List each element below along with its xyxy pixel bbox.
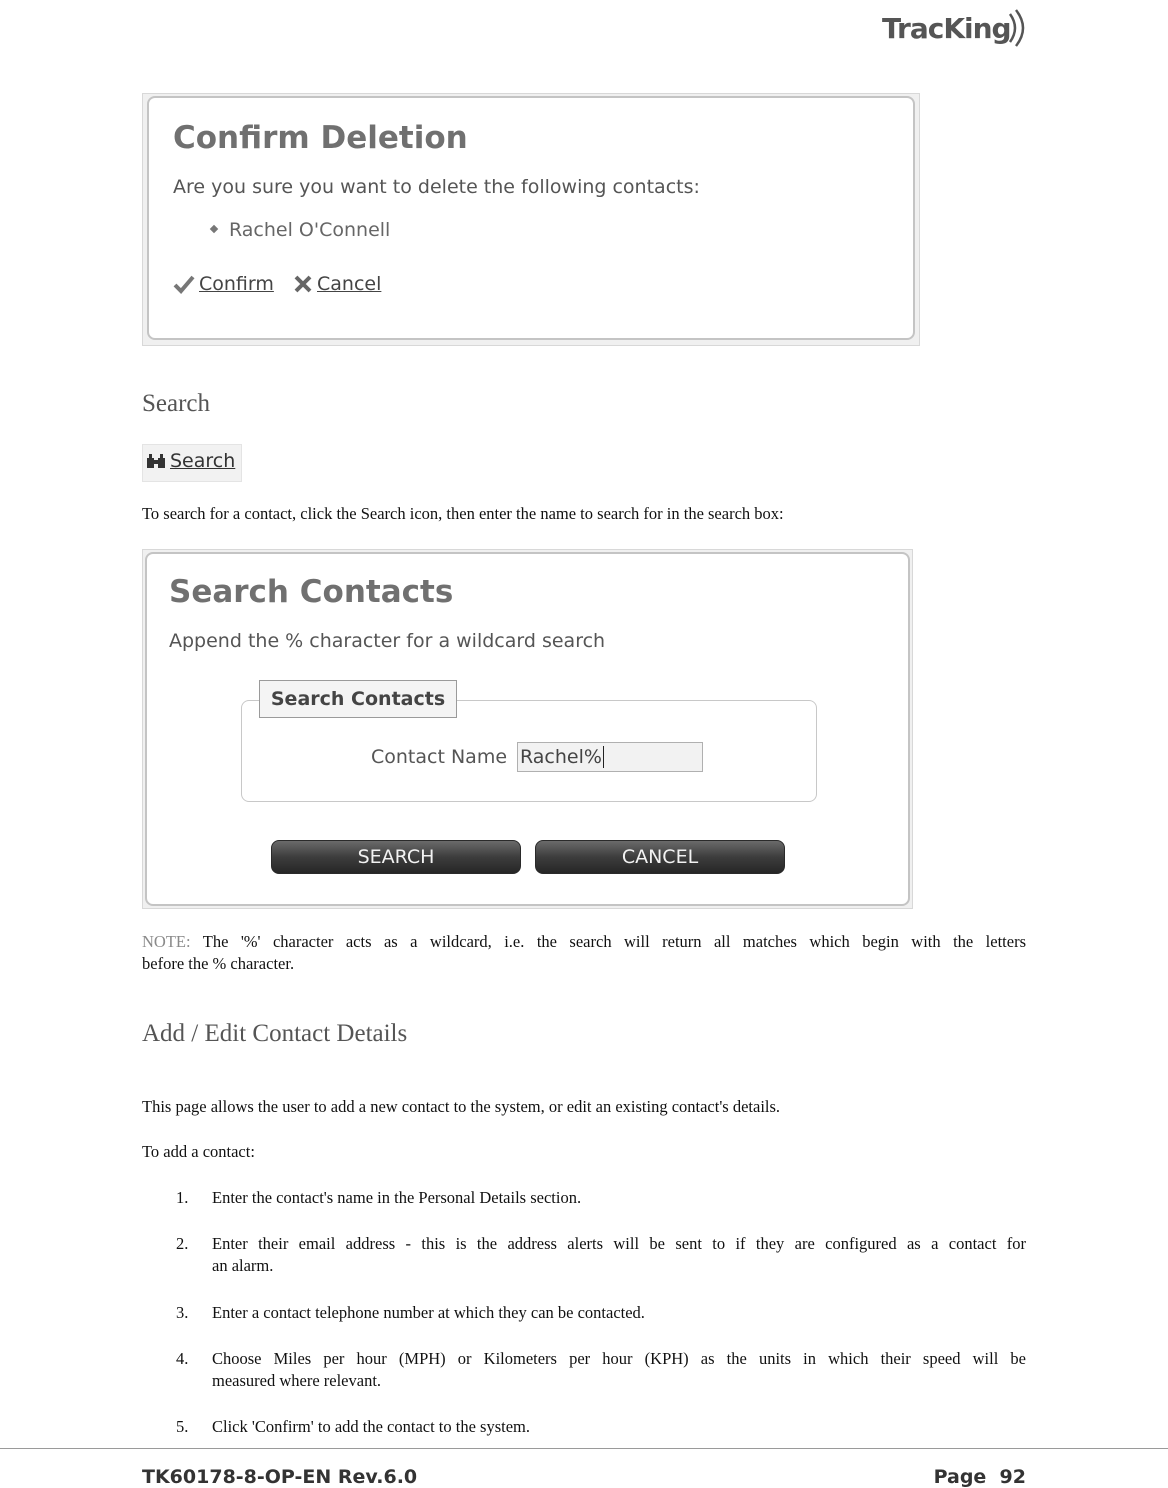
step-text-1: Enter the contact's name in the Personal Details section. [212, 1188, 582, 1207]
page-label: Page [933, 1466, 987, 1488]
checkmark-icon [173, 274, 195, 294]
search-instruction: To search for a contact, click the Search icon, then enter the name to search for in the search box: [142, 504, 784, 523]
search-heading: Search [142, 390, 211, 417]
text-caret [603, 746, 605, 768]
confirm-deletion-screenshot [142, 93, 920, 346]
page-number: 92 [999, 1466, 1026, 1488]
note-line-2: before the % character. [142, 954, 295, 973]
dialog-subtitle: Append the % character for a wildcard search [169, 630, 606, 652]
cancel-label: Cancel [317, 273, 382, 295]
search-contacts-screenshot [142, 549, 913, 909]
footer-doc-id: TK60178-8-OP-EN Rev.6.0 [142, 1466, 418, 1488]
note-line-1 [142, 932, 1026, 952]
contact-list-item [211, 219, 390, 241]
step-text-4a: Choose Miles per hour (MPH) or Kilometers per hour (KPH) as the units in which their speed will be [212, 1349, 1026, 1368]
confirm-button[interactable] [173, 273, 274, 295]
step-text-2b: an alarm. [212, 1256, 274, 1275]
footer-page [934, 1466, 1026, 1488]
contact-name-input[interactable] [517, 742, 703, 772]
step-number-5: 5. [176, 1417, 189, 1436]
search-button[interactable]: SEARCH [271, 840, 521, 874]
step-text-5: Click 'Confirm' to add the contact to the system. [212, 1417, 531, 1436]
footer-divider [0, 1448, 1168, 1449]
step-text-3: Enter a contact telephone number at which they can be contacted. [212, 1303, 645, 1322]
to-add-label: To add a contact: [142, 1142, 255, 1161]
search-icon-screenshot[interactable] [142, 444, 242, 482]
confirm-label: Confirm [199, 273, 274, 295]
dialog-title: Search Contacts [169, 574, 454, 610]
search-contacts-dialog [145, 552, 910, 906]
contact-name-value: Rachel% [520, 746, 602, 768]
logo-text: TracKing [882, 12, 1011, 45]
fieldset-legend: Search Contacts [259, 680, 457, 718]
contact-name-label: Contact Name [371, 746, 508, 768]
step-text-2a: Enter their email address - this is the address alerts will be sent to if they are configured as a contact for [212, 1234, 1026, 1253]
signal-arcs-icon [1006, 8, 1028, 48]
close-icon [293, 274, 313, 294]
bullet-icon [210, 224, 218, 232]
cancel-button[interactable] [293, 273, 381, 295]
step-number-1: 1. [176, 1188, 189, 1207]
add-edit-intro: This page allows the user to add a new contact to the system, or edit an existing contact's details. [142, 1097, 781, 1116]
step-text-4b: measured where relevant. [212, 1371, 382, 1390]
cancel-button[interactable]: CANCEL [535, 840, 785, 874]
tracking-logo [882, 6, 1032, 50]
step-number-2: 2. [176, 1234, 189, 1253]
search-link-label: Search [170, 450, 236, 472]
dialog-title: Confirm Deletion [173, 120, 468, 156]
step-number-3: 3. [176, 1303, 189, 1322]
contact-name: Rachel O'Connell [229, 219, 391, 241]
add-edit-heading: Add / Edit Contact Details [142, 1020, 408, 1047]
binoculars-icon [146, 452, 166, 470]
step-number-4: 4. [176, 1349, 189, 1368]
note-label: NOTE: [142, 932, 191, 951]
dialog-question: Are you sure you want to delete the following contacts: [173, 176, 700, 198]
confirm-deletion-dialog [147, 96, 915, 340]
note-text-1: The '%' character acts as a wildcard, i.e. the search will return all matches which begin with the letters [202, 932, 1026, 951]
